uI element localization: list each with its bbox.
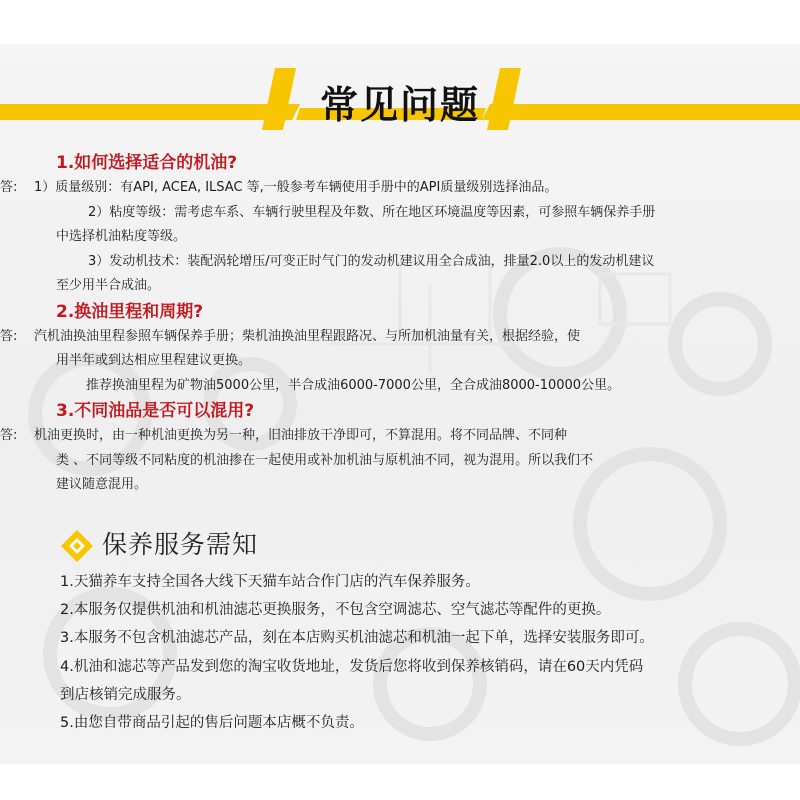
page-title: 常见问题 (319, 83, 480, 127)
service-title: 保养服务需知 (102, 530, 259, 559)
notice-item: 3.本服务不包含机油滤芯产品，刻在本店购买机油滤芯和机油一起下单，选择安装服务即可。 (60, 630, 654, 647)
faq-answer-line (0, 424, 786, 449)
answer-text: 机油更换时，由一种机油更换为另一种，旧油排放干净即可，不算混用。将不同品牌、不同种 (34, 428, 568, 443)
faq-section (0, 150, 786, 498)
answer-text: 汽机油换油里程参照车辆保养手册；柴机油换油里程跟路况、与所加机油量有关，根据经验，使 (34, 328, 581, 344)
answer-prefix: 答: (0, 428, 18, 443)
faq-answer-line: 建议随意混用。 (56, 477, 148, 492)
faq-answer-line: 推荐换油里程为矿物油5000公里，半合成油6000-7000公里，全合成油8000-10000公里。 (86, 377, 621, 393)
faq-answer-line: 类 、不同等级不同粘度的机油掺在一起使用或补加机油与原机油不同，视为混用。所以我们不 (56, 452, 594, 468)
notice-item: 5.由您自带商品引起的售后问题本店概不负责。 (60, 715, 364, 732)
faq-answer-line: 中选择机油粘度等级。 (56, 229, 187, 244)
faq-question-2: 2.换油里程和周期? (56, 301, 204, 322)
notice-item: 到店核销完成服务。 (60, 686, 191, 703)
answer-text: 1）质量级别：有API, ACEA, ILSAC 等,一般参考车辆使用手册中的API质量级别选择油品。 (34, 180, 558, 195)
faq-answer-line (0, 325, 786, 350)
service-notice-list (60, 568, 780, 737)
notice-item: 2.本服务仅提供机油和机油滤芯更换服务，不包含空调滤芯、空气滤芯等配件的更换。 (60, 602, 611, 619)
title-banner (0, 68, 800, 130)
notice-item: 4.机油和滤芯等产品发到您的淘宝收货地址，发货后您将收到保养核销码，请在60天内凭码 (60, 658, 644, 675)
diamond-icon (60, 529, 94, 563)
service-section-header (60, 527, 460, 563)
faq-answer-line: 用半年或到达相应里程建议更换。 (56, 353, 252, 368)
answer-prefix: 答: (0, 328, 18, 344)
faq-answer-line: 2）粘度等级：需考虑车系、车辆行驶里程及年数、所在地区环境温度等因素，可参照车辆保养手册 (88, 204, 656, 220)
faq-answer-line (0, 176, 786, 201)
notice-item: 1.天猫养车支持全国各大线下天猫车站合作门店的汽车保养服务。 (60, 574, 480, 590)
answer-prefix: 答: (0, 180, 18, 195)
faq-answer-line: 至少用半合成油。 (56, 278, 161, 293)
faq-question-1: 1.如何选择适合的机油? (56, 153, 238, 173)
faq-question-3: 3.不同油品是否可以混用? (56, 401, 255, 421)
faq-answer-line: 3）发动机技术：装配涡轮增压/可变正时气门的发动机建议用全合成油，排量2.0以上的发动机建议 (88, 253, 655, 269)
